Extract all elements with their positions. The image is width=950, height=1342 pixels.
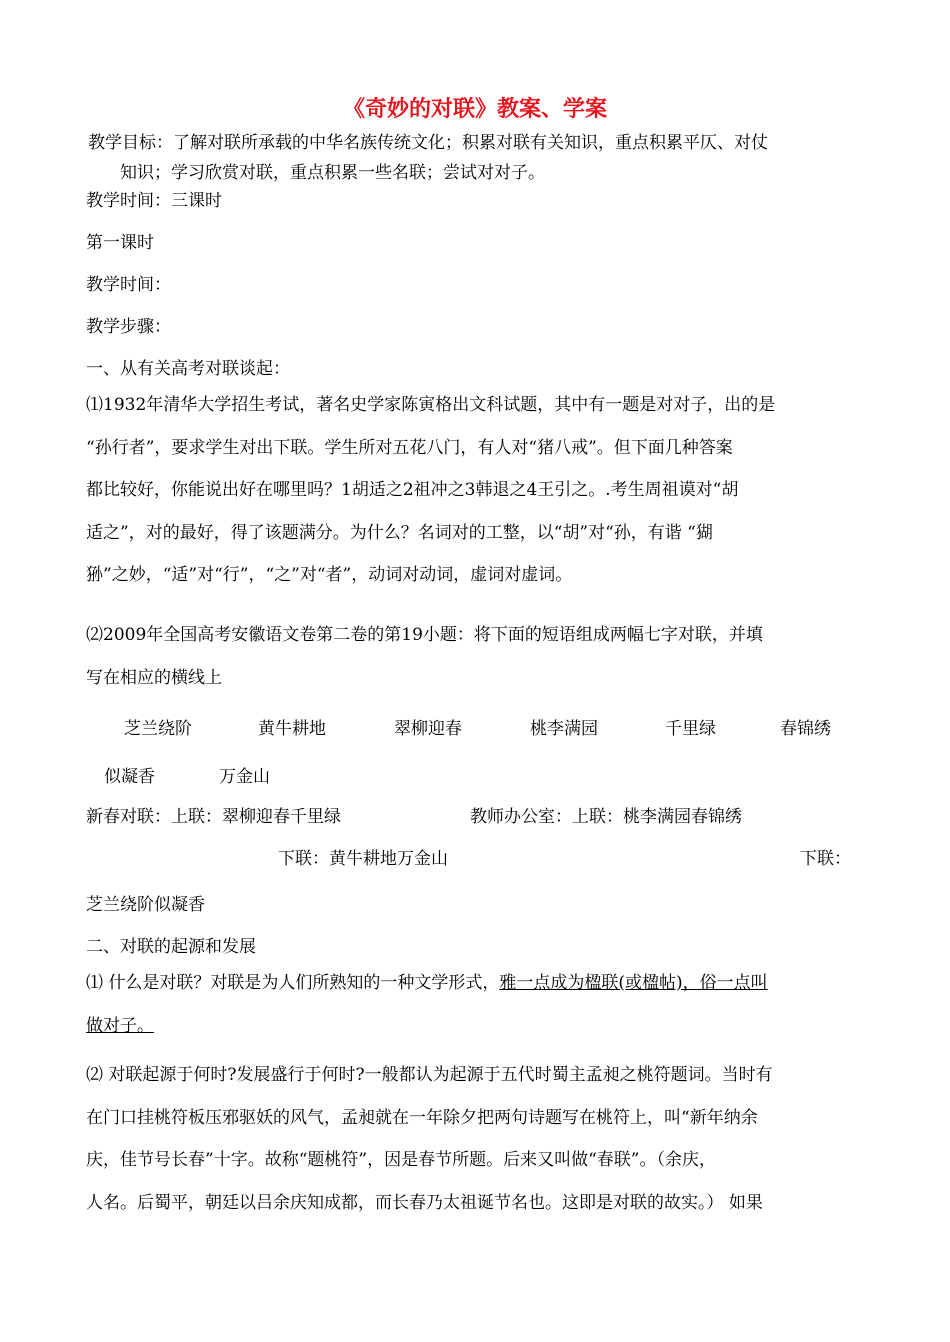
phrase: 似凝香: [104, 767, 155, 787]
paragraph-1-line: “孙行者”，要求学生对出下联。学生所对五花八门，有人对“猪八戒”。但下面几种答案: [86, 437, 733, 458]
phrase: 芝兰绕阶: [124, 719, 192, 739]
paragraph-3-underlined: 雅一点成为楹联(或楹帖)，俗一点叫: [499, 973, 768, 993]
objectives-line-1: 教学目标：了解对联所承载的中华名族传统文化；积累对联有关知识，重点积累平仄、对仗: [88, 133, 768, 153]
paragraph-1: [86, 384, 866, 597]
teaching-steps: 教学步骤：: [86, 317, 171, 337]
paragraph-1-line: 适之”，对的最好，得了该题满分。为什么？名词对的工整，以“胡”对“孙，有谐 “猢: [86, 522, 713, 543]
paragraph-4-line: ⑵ 对联起源于何时?发展盛行于何时?一般都认为起源于五代时蜀主孟昶之桃符题词。当时有: [86, 1065, 773, 1085]
teaching-time: 教学时间：: [86, 275, 171, 295]
paragraph-4-line: 在门口挂桃符板压邪驱妖的风气，孟昶就在一年除夕把两句诗题写在桃符上，叫“新年纳余: [86, 1107, 758, 1128]
phrase: 万金山: [219, 767, 270, 787]
phrase: 千里绿: [665, 719, 716, 739]
paragraph-3: [86, 962, 866, 1047]
paragraph-4: [86, 1054, 866, 1224]
lesson-one-heading: 第一课时: [86, 233, 154, 253]
phrase: 桃李满园: [530, 719, 598, 739]
paragraph-2-line: ⑵2009年全国高考安徽语文卷第二卷的第19小题：将下面的短语组成两幅七字对联，并填: [86, 625, 763, 645]
couplet-continuation: 芝兰绕阶似凝香: [86, 895, 205, 915]
paragraph-4-line: 人名。后蜀平，朝廷以吕余庆知成都，而长春乃太祖诞节名也。这即是对联的故实。） 如果: [86, 1192, 763, 1213]
couplet-right-top: 教师办公室：上联：桃李满园春锦绣: [470, 807, 742, 827]
phrase: 翠柳迎春: [394, 719, 462, 739]
paragraph-1-line: 狲”之妙，“适”对“行”，“之”对“者”，动词对动词，虚词对虚词。: [86, 565, 573, 585]
paragraph-3-underlined: 做对子。: [86, 1015, 154, 1036]
paragraph-2: [86, 614, 866, 699]
paragraph-2-line: 写在相应的横线上: [86, 667, 222, 688]
paragraph-3-text: ⑴ 什么是对联？对联是为人们所熟知的一种文学形式，: [86, 973, 500, 993]
document-title: 《奇妙的对联》教案、学案: [342, 97, 607, 122]
objectives-line-2: 知识；学习欣赏对联，重点积累一些名联；尝试对对子。: [120, 163, 545, 183]
couplet-left-bottom: 下联：黄牛耕地万金山: [278, 849, 448, 869]
paragraph-1-line: 都比较好，你能说出好在哪里吗？1胡适之2祖冲之3韩退之4王引之。.考生周祖谟对“胡: [86, 480, 739, 500]
section-one-heading: 一、从有关高考对联谈起：: [86, 359, 290, 379]
paragraph-1-line: ⑴1932年清华大学招生考试，著名史学家陈寅格出文科试题，其中有一题是对对子，出的是: [86, 395, 776, 415]
phrase: 春锦绣: [780, 719, 831, 739]
teaching-time-total: 教学时间：三课时: [86, 191, 222, 211]
couplet-left-top: 新春对联：上联：翠柳迎春千里绿: [86, 807, 341, 827]
section-two-heading: 二、对联的起源和发展: [86, 937, 256, 957]
teaching-objectives: [88, 128, 868, 188]
paragraph-4-line: 庆，佳节号长春”十字。故称“题桃符”，因是春节所题。后来又叫做“春联”。（余庆，: [86, 1150, 716, 1170]
phrase: 黄牛耕地: [258, 719, 326, 739]
couplet-right-bottom: 下联：: [800, 849, 851, 869]
